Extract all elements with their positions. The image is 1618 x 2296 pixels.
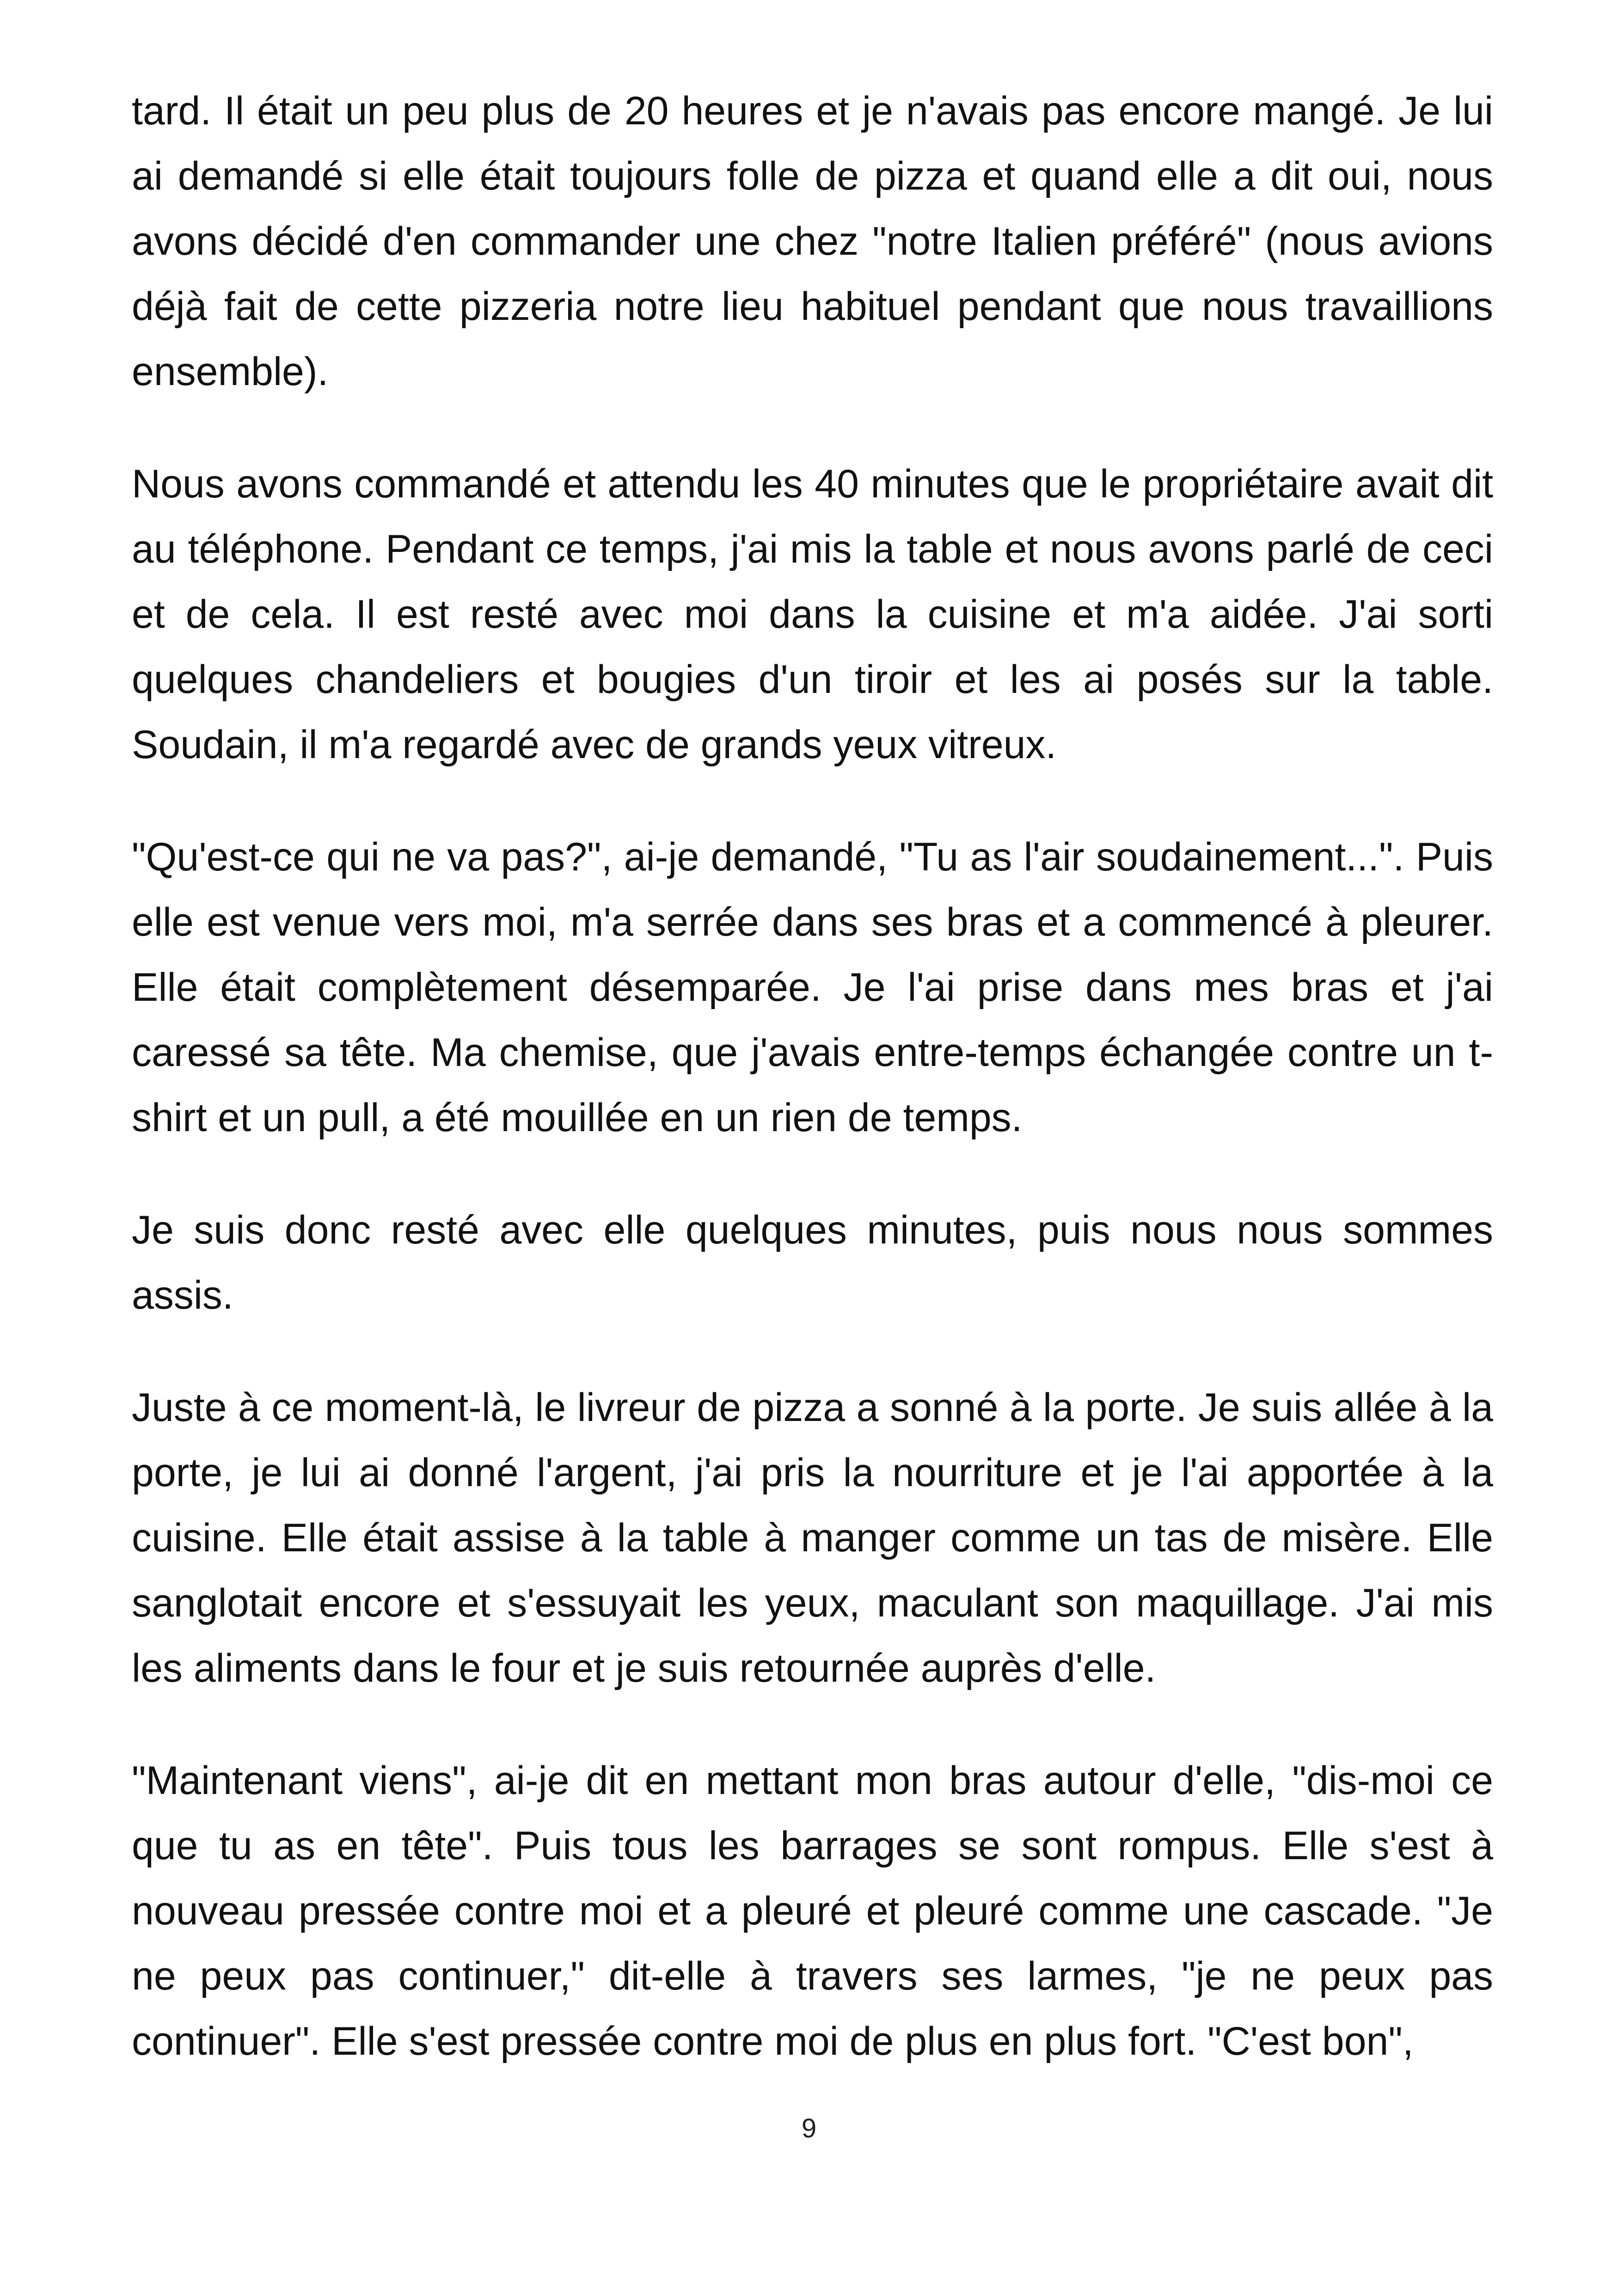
page-body <box>132 79 1493 2121</box>
paragraph-4: Je suis donc resté avec elle quelques minutes, puis nous nous sommes assis. <box>132 1208 1493 1317</box>
paragraph-6: "Maintenant viens", ai-je dit en mettant mon bras autour d'elle, "dis-moi ce que tu as en tête". Puis tous les barrages se sont rompus. Elle s'est à nouveau pressée contre moi et a pleuré et pleuré comme une cascade. "Je ne peux pas continuer," dit-elle à travers ses larmes, "je ne peux pas continuer". Elle s'est pressée contre moi de plus en plus fort. "C'est bon", <box>132 1758 1493 2063</box>
paragraph-3: "Qu'est-ce qui ne va pas?", ai-je demandé, "Tu as l'air soudainement...". Puis elle est venue vers moi, m'a serrée dans ses bras et a commencé à pleurer. Elle était complètement désemparée. Je l'ai prise dans mes bras et j'ai caressé sa tête. Ma chemise, que j'avais entre-temps échangée contre un t-shirt et un pull, a été mouillée en un rien de temps. <box>132 835 1493 1140</box>
paragraph-5: Juste à ce moment-là, le livreur de pizza a sonné à la porte. Je suis allée à la porte, je lui ai donné l'argent, j'ai pris la nourriture et je l'ai apportée à la cuisine. Elle était assise à la table à manger comme un tas de misère. Elle sanglotait encore et s'essuyait les yeux, maculant son maquillage. J'ai mis les aliments dans le four et je suis retournée auprès d'elle. <box>132 1385 1493 1690</box>
paragraph-2: Nous avons commandé et attendu les 40 minutes que le propriétaire avait dit au téléphone. Pendant ce temps, j'ai mis la table et nous avons parlé de ceci et de cela. Il est resté avec moi dans la cuisine et m'a aidée. J'ai sorti quelques chandeliers et bougies d'un tiroir et les ai posés sur la table. Soudain, il m'a regardé avec de grands yeux vitreux. <box>132 462 1493 767</box>
paragraph-1: tard. Il était un peu plus de 20 heures et je n'avais pas encore mangé. Je lui ai demandé si elle était toujours folle de pizza et quand elle a dit oui, nous avons décidé d'en commander une chez "notre Italien préféré" (nous avions déjà fait de cette pizzeria notre lieu habituel pendant que nous travaillions ensemble). <box>132 89 1493 394</box>
page-number: 9 <box>801 2113 817 2143</box>
